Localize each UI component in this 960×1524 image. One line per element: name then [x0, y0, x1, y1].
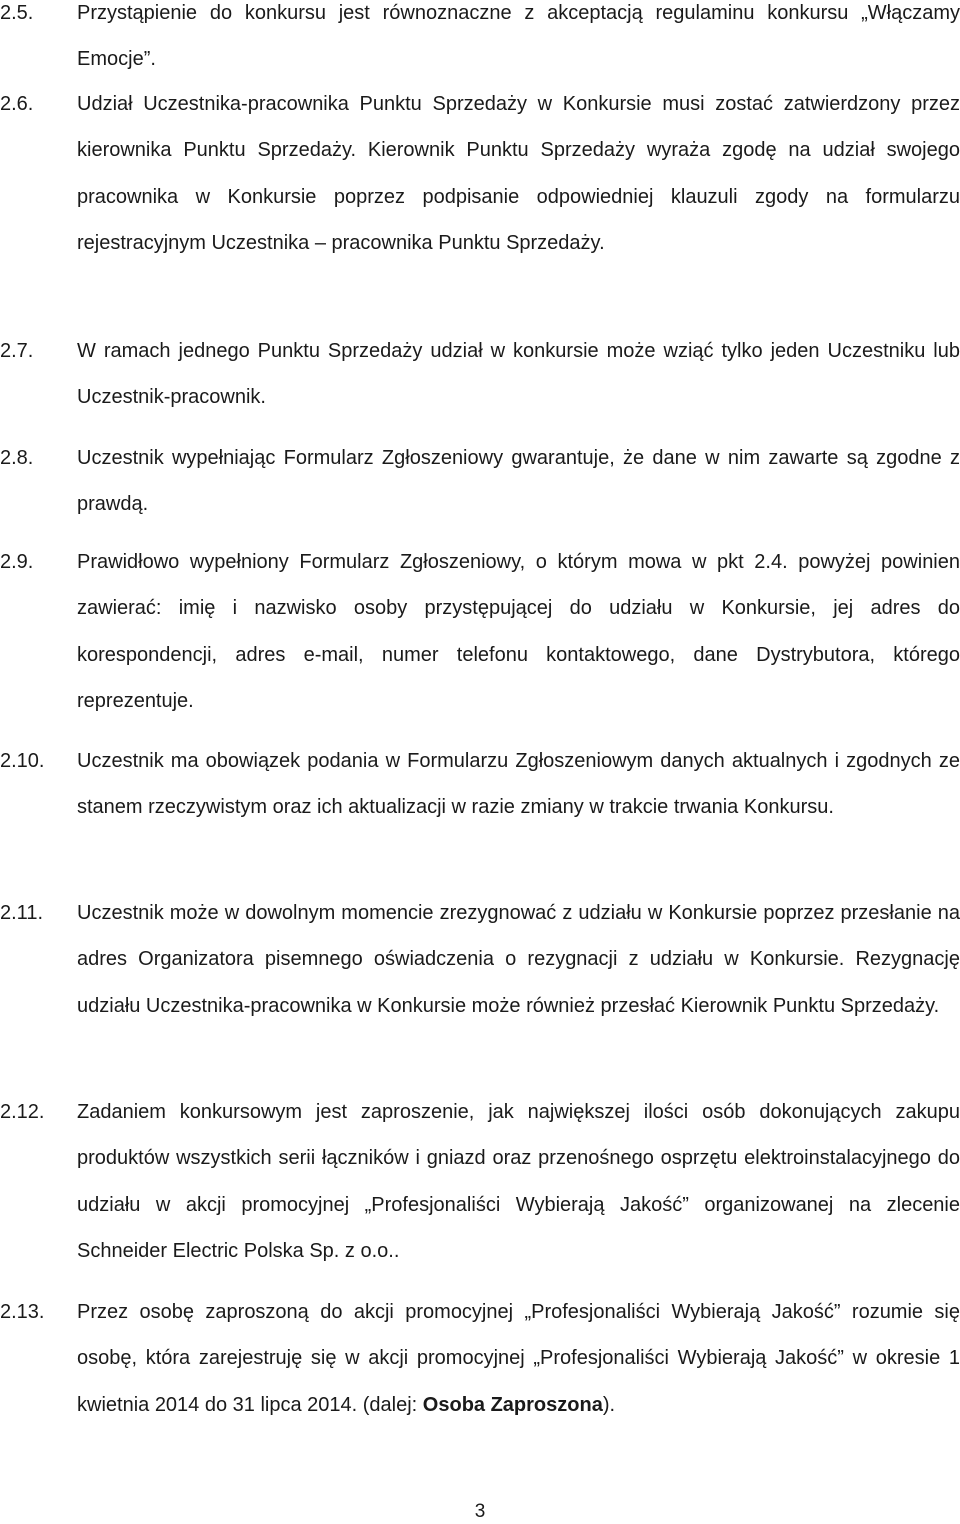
paragraph-text-tail: ).	[602, 1393, 616, 1416]
paragraph-text: Uczestnik może w dowolnym momencie zrezygnować z udziału w Konkursie poprzez przesłanie na adres Organizatora pisemnego oświadczenia o rezygnacji z udziału w Konkursie. Rezygnację udziału Uczestnika-pracownika w Konkursie może również przesłać Kierownik Punktu Sprzedaży.	[77, 902, 960, 1017]
paragraph-number: 2.9.	[0, 551, 34, 573]
paragraph-text: Uczestnik wypełniając Formularz Zgłoszeniowy gwarantuje, że dane w nim zawarte są zgodne z prawdą.	[77, 447, 960, 516]
paragraph-number: 2.13.	[0, 1301, 45, 1323]
paragraph-text: Uczestnik ma obowiązek podania w Formularzu Zgłoszeniowym danych aktualnych i zgodnych ze stanem rzeczywistym oraz ich aktualizacji w razie zmiany w trakcie trwania Konkursu.	[77, 750, 960, 819]
paragraph-text-main: Przez osobę zaproszoną do akcji promocyjnej „Profesjonaliści Wybierają Jakość” rozumie się osobę, która zarejestruję się w akcji promocyjnej „Profesjonaliści Wybierają Jakość” w okresie 1 kwietnia 2014 do 31 lipca 2014. (dalej:	[77, 1301, 960, 1416]
paragraph-text: Zadaniem konkursowym jest zaproszenie, jak największej ilości osób dokonujących zakupu produktów wszystkich serii łączników i gniazd oraz przenośnego osprzętu elektroinstalacyjnego do udziału w akcji promocyjnej „Profesjonaliści Wybierają Jakość” organizowanej na zlecenie Schneider Electric Polska Sp. z o.o..	[77, 1101, 960, 1263]
paragraph-number: 2.8.	[0, 447, 34, 469]
paragraph-text: Prawidłowo wypełniony Formularz Zgłoszeniowy, o którym mowa w pkt 2.4. powyżej powinien zawierać: imię i nazwisko osoby przystępującej do udziału w Konkursie, jej adres do korespondencji, adres e-mail, numer telefonu kontaktowego, dane Dystrybutora, którego reprezentuje.	[77, 551, 960, 713]
paragraph-number: 2.11.	[0, 902, 43, 924]
paragraph-number: 2.12.	[0, 1101, 45, 1123]
paragraph-text	[77, 1289, 960, 1428]
paragraph-text: W ramach jednego Punktu Sprzedaży udział w konkursie może wziąć tylko jeden Uczestniku lub Uczestnik-pracownik.	[77, 340, 960, 409]
paragraph-text: Udział Uczestnika-pracownika Punktu Sprzedaży w Konkursie musi zostać zatwierdzony przez kierownika Punktu Sprzedaży. Kierownik Punktu Sprzedaży wyraża zgodę na udział swojego pracownika w Konkursie poprzez podpisanie odpowiedniej klauzuli zgody na formularzu rejestracyjnym Uczestnika – pracownika Punktu Sprzedaży.	[77, 93, 960, 255]
paragraph-number: 2.7.	[0, 340, 34, 362]
paragraph-number: 2.6.	[0, 93, 34, 115]
paragraph-number: 2.10.	[0, 750, 45, 772]
bold-term: Osoba Zaproszona	[422, 1393, 603, 1416]
paragraph-text: Przystąpienie do konkursu jest równoznaczne z akceptacją regulaminu konkursu „Włączamy Emocje”.	[77, 2, 960, 71]
page-number: 3	[474, 1501, 486, 1522]
paragraph-number: 2.5.	[0, 2, 34, 24]
